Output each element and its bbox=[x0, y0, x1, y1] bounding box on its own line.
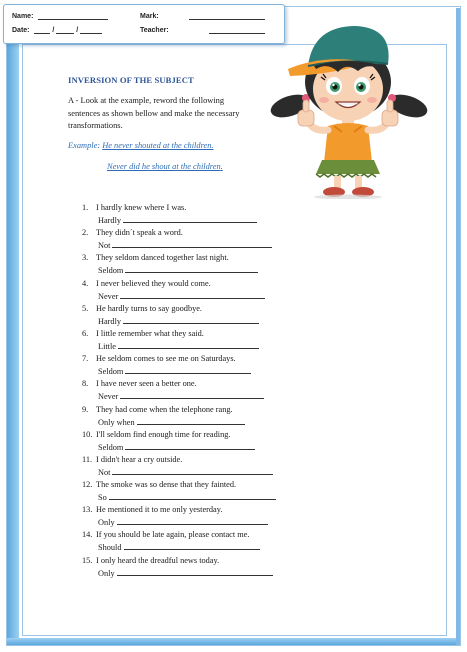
example-sentence: He never shouted at the children. bbox=[102, 141, 214, 150]
answer-line bbox=[98, 567, 273, 578]
exercise-number: 1. bbox=[82, 203, 89, 212]
answer-blank[interactable] bbox=[125, 441, 255, 450]
example-answer-text: Never did he shout at the children bbox=[107, 162, 221, 171]
exercise-number: 9. bbox=[82, 404, 89, 414]
answer-blank[interactable] bbox=[112, 239, 272, 248]
exercise-sentence: I only heard the dreadful news today. bbox=[96, 555, 220, 565]
date-label: Date: bbox=[12, 27, 30, 34]
exercise-number: 3. bbox=[82, 253, 89, 263]
answer-blank[interactable] bbox=[120, 290, 265, 299]
exercise-item bbox=[82, 480, 312, 505]
exercise-item bbox=[82, 203, 312, 228]
exercise-item bbox=[82, 253, 312, 278]
answer-blank[interactable] bbox=[123, 315, 259, 324]
exercise-sentence: I have never seen a better one. bbox=[96, 379, 197, 389]
bottom-border-strip bbox=[7, 638, 460, 645]
exercise-item bbox=[82, 505, 312, 530]
exercise-item bbox=[82, 405, 312, 430]
teacher-field[interactable] bbox=[140, 26, 265, 34]
exercise-sentence: I'll seldom find enough time for reading. bbox=[96, 429, 231, 439]
answer-starter: Hardly bbox=[98, 216, 122, 225]
answer-line bbox=[98, 491, 276, 502]
exercise-number: 13. bbox=[82, 505, 93, 515]
answer-blank[interactable] bbox=[117, 516, 268, 525]
exercise-item bbox=[82, 228, 312, 253]
exercise-sentence: If you should be late again, please contact me. bbox=[96, 530, 250, 540]
exercise-sentence: They didn´t speak a word. bbox=[96, 228, 183, 238]
exercise-item bbox=[82, 530, 312, 555]
exercise-item bbox=[82, 379, 312, 404]
answer-starter: Seldom bbox=[98, 266, 124, 276]
answer-line bbox=[98, 516, 268, 527]
student-info-header bbox=[3, 4, 285, 44]
answer-blank[interactable] bbox=[112, 466, 273, 475]
exercise-item bbox=[82, 430, 312, 455]
exercise-number: 6. bbox=[82, 328, 89, 338]
answer-line bbox=[98, 541, 260, 552]
answer-blank[interactable] bbox=[124, 541, 260, 550]
exercise-sentence: He seldom comes to see me on Saturdays. bbox=[96, 354, 236, 364]
answer-line bbox=[98, 264, 258, 275]
exercise-number: 15. bbox=[82, 555, 93, 565]
name-field[interactable] bbox=[12, 12, 108, 20]
exercise-sentence: The smoke was so dense that they fainted. bbox=[96, 480, 237, 490]
teacher-blank[interactable] bbox=[209, 26, 265, 34]
date-year-blank[interactable] bbox=[80, 26, 102, 34]
answer-line bbox=[98, 290, 265, 301]
date-separator-1: / bbox=[52, 27, 55, 34]
exercise-sentence: I never believed they would come. bbox=[96, 278, 211, 288]
date-separator-2: / bbox=[76, 27, 79, 34]
answer-line bbox=[98, 365, 251, 376]
answer-starter: Not bbox=[98, 467, 111, 477]
example-answer-end: . bbox=[220, 162, 223, 171]
answer-blank[interactable] bbox=[120, 390, 264, 399]
answer-blank[interactable] bbox=[137, 416, 245, 425]
example-label: Example: bbox=[68, 141, 101, 150]
answer-blank[interactable] bbox=[123, 214, 257, 223]
name-label: Name: bbox=[12, 13, 34, 20]
exercise-item bbox=[82, 279, 312, 304]
answer-starter: Only when bbox=[98, 417, 135, 427]
answer-starter: Should bbox=[98, 543, 122, 553]
answer-line bbox=[98, 390, 264, 401]
date-month-blank[interactable] bbox=[56, 26, 74, 34]
answer-blank[interactable] bbox=[109, 491, 276, 500]
answer-starter: Not bbox=[98, 241, 111, 251]
answer-starter: Never bbox=[98, 291, 119, 301]
exercise-number: 2. bbox=[82, 228, 89, 238]
exercise-sentence: I little remember what they said. bbox=[96, 328, 204, 338]
exercise-number: 10. bbox=[82, 429, 93, 439]
exercise-sentence: They seldom danced together last night. bbox=[96, 253, 229, 263]
instructions-text: A - Look at the example, reword the following sentences as shown bellow and make the necessary transformations. bbox=[68, 96, 240, 130]
exercise-sentence: He hardly turns to say goodbye. bbox=[96, 303, 202, 313]
answer-starter: Seldom bbox=[98, 442, 124, 452]
exercise-item bbox=[82, 329, 312, 354]
exercise-number: 7. bbox=[82, 354, 89, 364]
girl-illustration bbox=[268, 14, 428, 199]
answer-line bbox=[98, 340, 259, 351]
answer-line bbox=[98, 214, 257, 225]
answer-starter: Never bbox=[98, 392, 119, 402]
answer-line bbox=[98, 441, 255, 452]
answer-blank[interactable] bbox=[118, 340, 259, 349]
exercise-list bbox=[82, 203, 312, 581]
exercise-number: 11. bbox=[82, 454, 93, 464]
date-day-blank[interactable] bbox=[34, 26, 50, 34]
section-title: INVERSION OF THE SUBJECT bbox=[68, 75, 194, 85]
example-line bbox=[68, 141, 214, 150]
name-blank[interactable] bbox=[38, 12, 108, 20]
mark-field[interactable] bbox=[140, 12, 265, 20]
exercise-sentence: They had come when the telephone rang. bbox=[96, 404, 233, 414]
answer-starter: Seldom bbox=[98, 367, 124, 377]
mark-blank[interactable] bbox=[189, 12, 265, 20]
exercise-number: 8. bbox=[82, 379, 89, 389]
example-answer bbox=[107, 162, 223, 171]
exercise-sentence: I didn't hear a cry outside. bbox=[96, 454, 183, 464]
exercise-item bbox=[82, 455, 312, 480]
exercise-item bbox=[82, 556, 312, 581]
answer-starter: Only bbox=[98, 518, 115, 528]
left-border-strip bbox=[7, 40, 19, 645]
right-border-shadow bbox=[456, 8, 460, 645]
exercise-item bbox=[82, 304, 312, 329]
answer-starter: So bbox=[98, 493, 107, 503]
exercise-sentence: He mentioned it to me only yesterday. bbox=[96, 505, 223, 515]
date-field[interactable] bbox=[12, 26, 102, 34]
answer-starter: Hardly bbox=[98, 316, 122, 326]
teacher-label: Teacher: bbox=[140, 27, 169, 34]
answer-blank[interactable] bbox=[117, 567, 273, 576]
answer-starter: Only bbox=[98, 568, 115, 578]
exercise-number: 12. bbox=[82, 480, 93, 490]
exercise-sentence: I hardly knew where I was. bbox=[96, 203, 187, 212]
exercise-item bbox=[82, 354, 312, 379]
exercise-number: 4. bbox=[82, 278, 89, 288]
answer-blank[interactable] bbox=[125, 365, 251, 374]
answer-line bbox=[98, 466, 273, 477]
exercise-number: 14. bbox=[82, 530, 93, 540]
answer-line bbox=[98, 416, 245, 427]
exercise-number: 5. bbox=[82, 303, 89, 313]
answer-line bbox=[98, 315, 259, 326]
answer-blank[interactable] bbox=[125, 264, 258, 273]
mark-label: Mark: bbox=[140, 13, 159, 20]
answer-starter: Little bbox=[98, 341, 116, 351]
answer-line bbox=[98, 239, 272, 250]
